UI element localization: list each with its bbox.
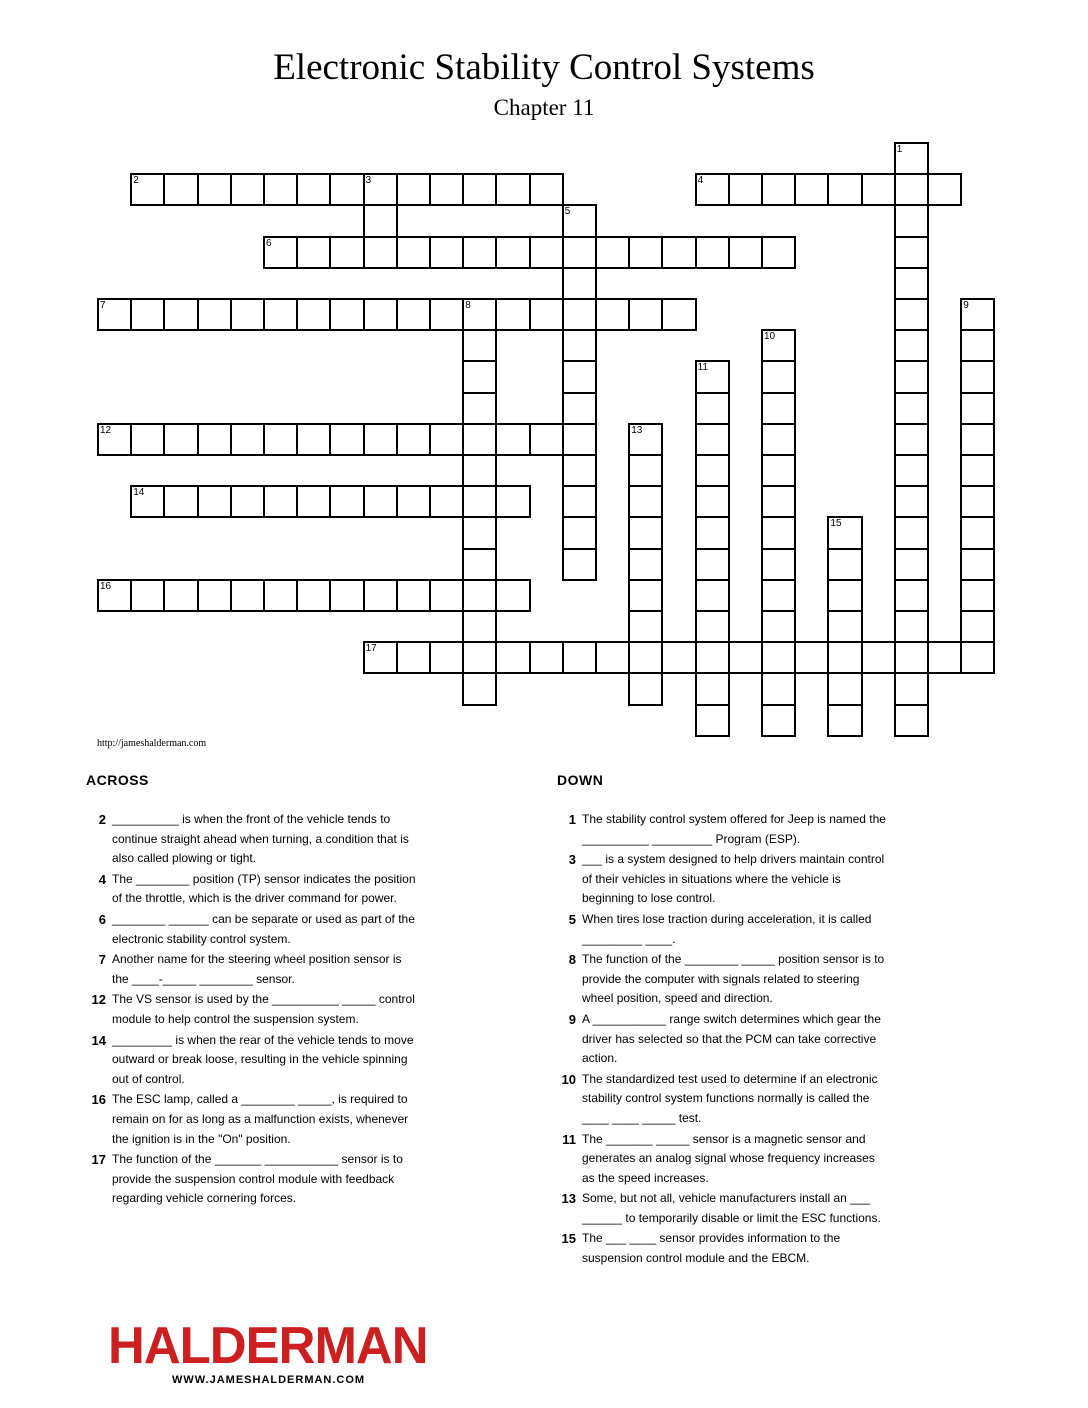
grid-cell[interactable] — [695, 423, 730, 456]
grid-cell[interactable] — [827, 641, 862, 674]
clue-number: 2 — [133, 175, 139, 187]
grid-cell[interactable] — [628, 298, 663, 331]
grid-cell[interactable] — [363, 173, 398, 206]
grid-cell[interactable] — [761, 672, 796, 705]
grid-cell[interactable] — [960, 454, 995, 487]
grid-cell[interactable] — [462, 579, 497, 612]
grid-cell[interactable] — [230, 298, 265, 331]
grid-cell[interactable] — [960, 610, 995, 643]
grid-cell[interactable] — [628, 236, 663, 269]
clue-number-label: 9 — [568, 1011, 576, 1027]
clue-number-label: 12 — [91, 992, 106, 1008]
grid-cell[interactable] — [429, 298, 464, 331]
grid-cell[interactable] — [894, 173, 929, 206]
grid-cell[interactable] — [827, 516, 862, 549]
grid-cell[interactable] — [562, 392, 597, 425]
down-clue — [556, 1010, 886, 1069]
grid-cell[interactable] — [363, 423, 398, 456]
clue-text: When tires lose traction during acceleration, it is called _________ ____. — [582, 911, 872, 946]
clue-number-label: 4 — [98, 871, 106, 887]
grid-cell[interactable] — [296, 298, 331, 331]
clue-text: The function of the ________ _____ position sensor is to provide the computer with signals related to steering wheel position, speed and direction. — [582, 952, 885, 1006]
grid-cell[interactable] — [894, 672, 929, 705]
clue-number: 9 — [963, 300, 969, 311]
grid-cell[interactable] — [661, 236, 696, 269]
grid-cell[interactable] — [263, 298, 298, 331]
grid-cell[interactable] — [761, 454, 796, 487]
grid-cell[interactable] — [230, 173, 265, 206]
clue-number-label: 10 — [561, 1071, 576, 1087]
grid-cell[interactable] — [628, 423, 663, 456]
clue-number: 10 — [764, 331, 776, 343]
grid-cell[interactable] — [695, 579, 730, 612]
grid-cell[interactable] — [661, 298, 696, 331]
clue-number: 12 — [100, 424, 112, 436]
grid-cell[interactable] — [960, 579, 995, 612]
grid-cell[interactable] — [562, 641, 597, 674]
grid-cell[interactable] — [761, 548, 796, 581]
clue-number: 11 — [697, 362, 708, 374]
grid-cell[interactable] — [329, 485, 364, 518]
clue-number-label: 17 — [91, 1152, 106, 1168]
clue-number: 8 — [465, 300, 471, 311]
grid-cell[interactable] — [761, 392, 796, 425]
grid-cell[interactable] — [163, 173, 198, 206]
grid-cell[interactable] — [197, 423, 232, 456]
grid-cell[interactable] — [529, 173, 564, 206]
grid-cell[interactable] — [495, 485, 530, 518]
grid-cell[interactable] — [429, 641, 464, 674]
grid-cell[interactable] — [894, 548, 929, 581]
grid-cell[interactable] — [197, 579, 232, 612]
grid-cell[interactable] — [927, 641, 962, 674]
grid-cell[interactable] — [462, 236, 497, 269]
grid-cell[interactable] — [761, 641, 796, 674]
grid-cell[interactable] — [628, 579, 663, 612]
grid-cell[interactable] — [462, 672, 497, 705]
clue-number-label: 14 — [91, 1032, 106, 1048]
clue-number: 14 — [133, 487, 145, 499]
grid-cell[interactable] — [396, 485, 431, 518]
grid-cell[interactable] — [728, 236, 763, 269]
clue-text: The standardized test used to determine if an electronic stability control system functions normally is called the ____ ____ _____ test. — [582, 1071, 878, 1125]
grid-cell[interactable] — [396, 236, 431, 269]
grid-cell[interactable] — [562, 298, 597, 331]
grid-cell[interactable] — [562, 267, 597, 300]
clue-number: 13 — [631, 424, 643, 436]
clue-number: 16 — [100, 580, 112, 592]
grid-cell[interactable] — [794, 641, 829, 674]
clue-text: ___ is a system designed to help drivers maintain control of their vehicles in situations where the vehicle is beginning to lose control. — [582, 852, 885, 906]
grid-cell[interactable] — [894, 704, 929, 737]
grid-cell[interactable] — [363, 236, 398, 269]
grid-cell[interactable] — [97, 579, 132, 612]
grid-cell[interactable] — [429, 423, 464, 456]
grid-cell[interactable] — [562, 423, 597, 456]
grid-cell[interactable] — [827, 579, 862, 612]
grid-cell[interactable] — [529, 298, 564, 331]
clue-text: Another name for the steering wheel position sensor is the ____-_____ ________ sensor. — [112, 952, 402, 986]
grid-cell[interactable] — [163, 423, 198, 456]
grid-cell[interactable] — [960, 392, 995, 425]
grid-cell[interactable] — [761, 610, 796, 643]
down-clue — [556, 850, 886, 909]
grid-cell[interactable] — [97, 423, 132, 456]
grid-cell[interactable] — [529, 236, 564, 269]
grid-cell[interactable] — [495, 579, 530, 612]
grid-cell[interactable] — [462, 298, 497, 331]
down-clue — [556, 1070, 886, 1129]
grid-cell[interactable] — [562, 360, 597, 393]
grid-cell[interactable] — [329, 236, 364, 269]
grid-cell[interactable] — [462, 360, 497, 393]
grid-cell[interactable] — [695, 173, 730, 206]
grid-cell[interactable] — [529, 641, 564, 674]
grid-cell[interactable] — [396, 173, 431, 206]
grid-cell[interactable] — [429, 579, 464, 612]
grid-cell[interactable] — [296, 173, 331, 206]
grid-cell[interactable] — [960, 360, 995, 393]
clue-number-label: 5 — [568, 911, 576, 927]
clue-text: The _______ _____ sensor is a magnetic sensor and generates an analog signal whose frequency increases as the speed increases. — [582, 1131, 875, 1185]
grid-cell[interactable] — [628, 454, 663, 487]
grid-cell[interactable] — [794, 173, 829, 206]
clue-text: _________ is when the rear of the vehicle tends to move outward or break loose, resulting in the vehicle spinning out of control. — [112, 1032, 414, 1086]
across-clue-list — [86, 810, 416, 1210]
clue-text: The ________ position (TP) sensor indicates the position of the throttle, which is the driver command for power. — [112, 871, 416, 906]
grid-cell[interactable] — [363, 579, 398, 612]
grid-cell[interactable] — [429, 485, 464, 518]
grid-cell[interactable] — [894, 579, 929, 612]
grid-cell[interactable] — [130, 485, 165, 518]
clue-text: A ___________ range switch determines which gear the driver has selected so that the PCM can take corrective action. — [582, 1011, 881, 1066]
grid-cell[interactable] — [329, 173, 364, 206]
grid-cell[interactable] — [429, 173, 464, 206]
grid-cell[interactable] — [230, 423, 265, 456]
grid-cell[interactable] — [263, 485, 298, 518]
down-clue — [556, 1189, 886, 1228]
grid-cell[interactable] — [263, 579, 298, 612]
grid-cell[interactable] — [529, 423, 564, 456]
clue-number-label: 11 — [562, 1131, 576, 1147]
grid-cell[interactable] — [230, 579, 265, 612]
across-clue — [86, 1090, 416, 1149]
grid-cell[interactable] — [495, 641, 530, 674]
grid-cell[interactable] — [329, 423, 364, 456]
grid-cell[interactable] — [429, 236, 464, 269]
grid-cell[interactable] — [628, 641, 663, 674]
grid-cell[interactable] — [562, 454, 597, 487]
logo-brand: HALDERMAN — [108, 1317, 428, 1375]
grid-cell[interactable] — [462, 392, 497, 425]
grid-cell[interactable] — [296, 423, 331, 456]
grid-cell[interactable] — [595, 298, 630, 331]
grid-cell[interactable] — [363, 298, 398, 331]
grid-cell[interactable] — [761, 516, 796, 549]
across-clue — [86, 1150, 416, 1209]
grid-cell[interactable] — [462, 610, 497, 643]
grid-cell[interactable] — [197, 485, 232, 518]
clue-number: 6 — [266, 237, 272, 249]
grid-cell[interactable] — [197, 173, 232, 206]
grid-cell[interactable] — [927, 173, 962, 206]
grid-cell[interactable] — [761, 236, 796, 269]
clue-text: The stability control system offered for Jeep is named the __________ _________ Program (ESP). — [582, 812, 886, 846]
across-clue — [86, 990, 416, 1029]
clue-text: __________ is when the front of the vehicle tends to continue straight ahead when turning, a condition that is also called plowing or tight. — [112, 812, 409, 866]
clue-number: 15 — [830, 518, 842, 530]
clue-number: 4 — [697, 175, 704, 187]
grid-cell[interactable] — [761, 329, 796, 362]
grid-cell[interactable] — [462, 641, 497, 674]
clue-number-label: 8 — [568, 952, 576, 968]
grid-cell[interactable] — [861, 173, 896, 206]
grid-cell[interactable] — [894, 454, 929, 487]
clue-number: 5 — [564, 206, 571, 218]
grid-cell[interactable] — [130, 173, 165, 206]
clue-text: The VS sensor is used by the __________ _____ control module to help control the suspension system. — [112, 992, 415, 1026]
down-clue — [556, 910, 886, 949]
clue-text: ________ ______ can be separate or used as part of the electronic stability control system. — [112, 911, 415, 946]
grid-cell[interactable] — [695, 485, 730, 518]
grid-cell[interactable] — [396, 579, 431, 612]
grid-cell[interactable] — [894, 329, 929, 362]
grid-cell[interactable] — [562, 548, 597, 581]
grid-cell[interactable] — [628, 485, 663, 518]
clue-number-label: 3 — [568, 852, 576, 868]
grid-cell[interactable] — [894, 142, 929, 175]
grid-cell[interactable] — [894, 610, 929, 643]
grid-cell[interactable] — [661, 641, 696, 674]
grid-cell[interactable] — [163, 485, 198, 518]
grid-cell[interactable] — [894, 360, 929, 393]
grid-cell[interactable] — [363, 485, 398, 518]
grid-cell[interactable] — [628, 610, 663, 643]
clue-number-label: 2 — [98, 812, 106, 827]
grid-cell[interactable] — [628, 516, 663, 549]
clue-number: 3 — [365, 175, 372, 187]
grid-cell[interactable] — [894, 423, 929, 456]
grid-cell[interactable] — [462, 423, 497, 456]
grid-cell[interactable] — [960, 516, 995, 549]
grid-cell[interactable] — [495, 236, 530, 269]
grid-cell[interactable] — [462, 485, 497, 518]
grid-cell[interactable] — [827, 173, 862, 206]
down-clue-list — [556, 810, 886, 1270]
clue-number-label: 7 — [98, 952, 106, 968]
down-clue — [556, 950, 886, 1009]
clue-text: The ESC lamp, called a ________ _____, is required to remain on for as long as a malfunction exists, whenever the ignition is in the "On" position. — [112, 1092, 409, 1146]
grid-cell[interactable] — [894, 641, 929, 674]
grid-cell[interactable] — [462, 548, 497, 581]
grid-cell[interactable] — [329, 579, 364, 612]
grid-cell[interactable] — [894, 204, 929, 237]
grid-cell[interactable] — [761, 704, 796, 737]
grid-cell[interactable] — [695, 610, 730, 643]
down-clue — [556, 1130, 886, 1189]
page-title: Electronic Stability Control Systems — [273, 47, 815, 88]
grid-cell[interactable] — [329, 298, 364, 331]
grid-cell[interactable] — [263, 236, 298, 269]
grid-cell[interactable] — [695, 672, 730, 705]
clue-text: Some, but not all, vehicle manufacturers install an ___ ______ to temporarily disable or limit the ESC functions. — [582, 1191, 881, 1225]
across-heading: ACROSS — [86, 772, 149, 788]
grid-cell[interactable] — [296, 236, 331, 269]
grid-cell[interactable] — [695, 548, 730, 581]
grid-cell[interactable] — [562, 516, 597, 549]
grid-cell[interactable] — [495, 173, 530, 206]
grid-cell[interactable] — [894, 267, 929, 300]
grid-cell[interactable] — [595, 641, 630, 674]
grid-cell[interactable] — [695, 360, 730, 393]
grid-cell[interactable] — [263, 423, 298, 456]
grid-cell[interactable] — [595, 236, 630, 269]
grid-cell[interactable] — [130, 579, 165, 612]
grid-cell[interactable] — [728, 641, 763, 674]
grid-cell[interactable] — [761, 423, 796, 456]
grid-cell[interactable] — [695, 641, 730, 674]
grid-cell[interactable] — [396, 641, 431, 674]
grid-cell[interactable] — [960, 329, 995, 362]
grid-cell[interactable] — [462, 173, 497, 206]
grid-cell[interactable] — [97, 298, 132, 331]
grid-cell[interactable] — [960, 298, 995, 331]
clue-text: The ___ ____ sensor provides information to the suspension control module and the EBCM. — [582, 1231, 841, 1266]
clue-number-label: 15 — [561, 1231, 576, 1247]
grid-cell[interactable] — [695, 704, 730, 737]
grid-cell[interactable] — [695, 236, 730, 269]
across-clue — [86, 910, 416, 949]
across-clue — [86, 810, 416, 869]
grid-cell[interactable] — [562, 236, 597, 269]
clue-number-label: 6 — [98, 911, 106, 927]
source-url: http://jameshalderman.com — [97, 738, 207, 749]
grid-cell[interactable] — [363, 204, 398, 237]
grid-cell[interactable] — [761, 485, 796, 518]
grid-cell[interactable] — [163, 579, 198, 612]
grid-cell[interactable] — [562, 485, 597, 518]
across-clue — [86, 950, 416, 989]
grid-cell[interactable] — [827, 672, 862, 705]
grid-cell[interactable] — [562, 329, 597, 362]
down-clue — [556, 1229, 886, 1268]
grid-cell[interactable] — [761, 360, 796, 393]
grid-cell[interactable] — [363, 641, 398, 674]
grid-cell[interactable] — [296, 579, 331, 612]
clue-number: 17 — [365, 643, 377, 655]
page-subtitle: Chapter 11 — [493, 95, 595, 120]
clue-text: The function of the _______ ___________ sensor is to provide the suspension control module with feedback regarding vehicle cornering forces. — [112, 1152, 403, 1206]
grid-cell[interactable] — [861, 641, 896, 674]
grid-cell[interactable] — [894, 298, 929, 331]
clue-number-label: 13 — [561, 1191, 576, 1207]
halderman-logo — [108, 1317, 428, 1386]
grid-cell[interactable] — [396, 298, 431, 331]
down-heading: DOWN — [557, 772, 604, 788]
grid-cell[interactable] — [296, 485, 331, 518]
grid-cell[interactable] — [960, 423, 995, 456]
grid-cell[interactable] — [628, 672, 663, 705]
grid-cell[interactable] — [396, 423, 431, 456]
clue-number-label: 1 — [568, 812, 576, 827]
logo-site: WWW.JAMESHALDERMAN.COM — [172, 1374, 366, 1386]
clue-number: 1 — [896, 144, 903, 155]
grid-cell[interactable] — [695, 392, 730, 425]
grid-cell[interactable] — [130, 298, 165, 331]
clue-number-label: 16 — [91, 1092, 106, 1108]
grid-cell[interactable] — [462, 516, 497, 549]
grid-cell[interactable] — [894, 236, 929, 269]
grid-cell[interactable] — [827, 704, 862, 737]
grid-cell[interactable] — [628, 548, 663, 581]
grid-cell[interactable] — [728, 173, 763, 206]
grid-cell[interactable] — [894, 485, 929, 518]
grid-cell[interactable] — [495, 423, 530, 456]
down-clue — [556, 810, 886, 849]
across-clue — [86, 870, 416, 909]
grid-cell[interactable] — [894, 392, 929, 425]
grid-cell[interactable] — [163, 298, 198, 331]
grid-cell[interactable] — [230, 485, 265, 518]
grid-cell[interactable] — [695, 454, 730, 487]
grid-cell[interactable] — [761, 579, 796, 612]
grid-cell[interactable] — [827, 610, 862, 643]
grid-cell[interactable] — [495, 298, 530, 331]
grid-cell[interactable] — [263, 173, 298, 206]
grid-cell[interactable] — [960, 641, 995, 674]
grid-cell[interactable] — [960, 548, 995, 581]
grid-cell[interactable] — [197, 298, 232, 331]
grid-cell[interactable] — [462, 329, 497, 362]
grid-cell[interactable] — [960, 485, 995, 518]
grid-cell[interactable] — [761, 173, 796, 206]
grid-cell[interactable] — [462, 454, 497, 487]
grid-cell[interactable] — [130, 423, 165, 456]
grid-cell[interactable] — [827, 548, 862, 581]
clue-number: 7 — [100, 300, 106, 311]
across-clue — [86, 1031, 416, 1090]
grid-cell[interactable] — [695, 516, 730, 549]
grid-cell[interactable] — [562, 204, 597, 237]
grid-cell[interactable] — [894, 516, 929, 549]
